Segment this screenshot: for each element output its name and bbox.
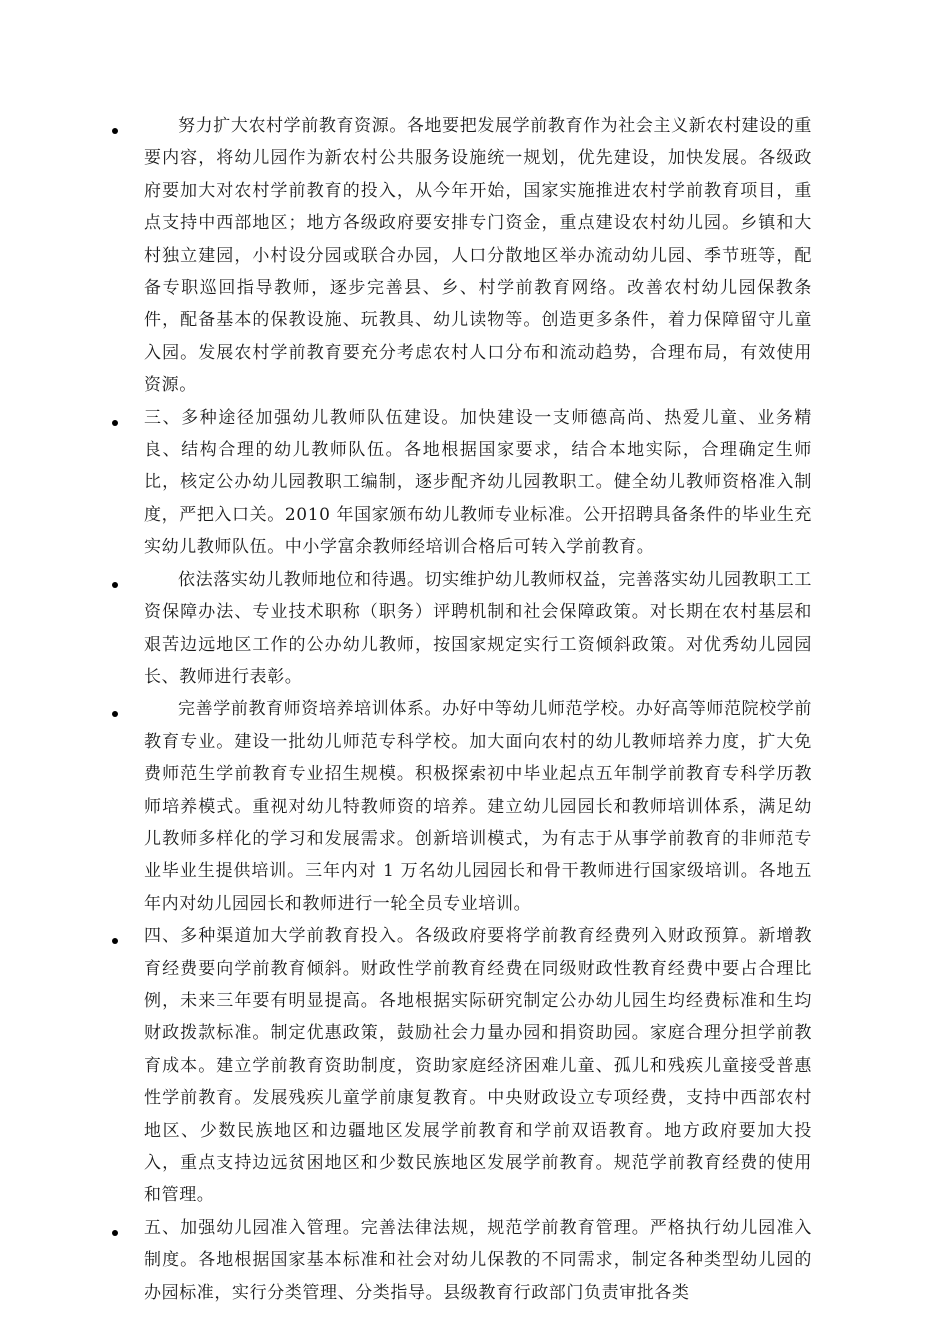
bullet-icon	[112, 582, 118, 588]
list-item	[112, 920, 812, 1212]
paragraph-text: 四、多种渠道加大学前教育投入。各级政府要将学前教育经费列入财政预算。新增教育经费要向学前教育倾斜。财政性学前教育经费在同级财政性教育经费中要占合理比例，未来三年要有明显提高。各地根据实际研究制定公办幼儿园生均经费标准和生均财政拨款标准。制定优惠政策，鼓励社会力量办园和捐资助园。家庭合理分担学前教育成本。建立学前教育资助制度，资助家庭经济困难儿童、孤儿和残疾儿童接受普惠性学前教育。发展残疾儿童学前康复教育。中央财政设立专项经费，支持中西部农村地区、少数民族地区和边疆地区发展学前教育和学前双语教育。地方政府要加大投入，重点支持边远贫困地区和少数民族地区发展学前教育。规范学前教育经费的使用和管理。	[144, 926, 812, 1206]
paragraph-text: 完善学前教育师资培养培训体系。办好中等幼儿师范学校。办好高等师范院校学前教育专业。建设一批幼儿师范专科学校。加大面向农村的幼儿教师培养力度，扩大免费师范生学前教育专业招生规模。积极探索初中毕业起点五年制学前教育专科学历教师培养模式。重视对幼儿特教师资的培养。建立幼儿园园长和教师培训体系，满足幼儿教师多样化的学习和发展需求。创新培训模式，为有志于从事学前教育的非师范专业毕业生提供培训。三年内对 1 万名幼儿园园长和骨干教师进行国家级培训。各地五年内对幼儿园园长和教师进行一轮全员专业培训。	[144, 699, 812, 914]
list-item	[112, 564, 812, 694]
bullet-icon	[112, 420, 118, 426]
bullet-icon	[112, 938, 118, 944]
bullet-icon	[112, 711, 118, 717]
paragraph-text: 努力扩大农村学前教育资源。各地要把发展学前教育作为社会主义新农村建设的重要内容，将幼儿园作为新农村公共服务设施统一规划，优先建设，加快发展。各级政府要加大对农村学前教育的投入，从今年开始，国家实施推进农村学前教育项目，重点支持中西部地区；地方各级政府要安排专门资金，重点建设农村幼儿园。乡镇和大村独立建园，小村设分园或联合办园，人口分散地区举办流动幼儿园、季节班等，配备专职巡回指导教师，逐步完善县、乡、村学前教育网络。改善农村幼儿园保教条件，配备基本的保教设施、玩教具、幼儿读物等。创造更多条件，着力保障留守儿童入园。发展农村学前教育要充分考虑农村人口分布和流动趋势，合理布局，有效使用资源。	[144, 116, 812, 396]
list-item	[112, 110, 812, 402]
bulleted-paragraph-list	[112, 110, 812, 1309]
list-item	[112, 1212, 812, 1309]
bullet-icon	[112, 128, 118, 134]
bullet-icon	[112, 1230, 118, 1236]
paragraph-text: 五、加强幼儿园准入管理。完善法律法规，规范学前教育管理。严格执行幼儿园准入制度。各地根据国家基本标准和社会对幼儿保教的不同需求，制定各种类型幼儿园的办园标准，实行分类管理、分类指导。县级教育行政部门负责审批各类	[144, 1217, 812, 1303]
paragraph-text: 依法落实幼儿教师地位和待遇。切实维护幼儿教师权益，完善落实幼儿园教职工工资保障办法、专业技术职称（职务）评聘机制和社会保障政策。对长期在农村基层和艰苦边远地区工作的公办幼儿教师，按国家规定实行工资倾斜政策。对优秀幼儿园园长、教师进行表彰。	[144, 569, 812, 687]
list-item	[112, 693, 812, 920]
list-item	[112, 402, 812, 564]
paragraph-text: 三、多种途径加强幼儿教师队伍建设。加快建设一支师德高尚、热爱儿童、业务精良、结构合理的幼儿教师队伍。各地根据国家要求，结合本地实际，合理确定生师比，核定公办幼儿园教职工编制，逐步配齐幼儿园教职工。健全幼儿教师资格准入制度，严把入口关。2010 年国家颁布幼儿教师专业标准。公开招聘具备条件的毕业生充实幼儿教师队伍。中小学富余教师经培训合格后可转入学前教育。	[144, 407, 812, 558]
